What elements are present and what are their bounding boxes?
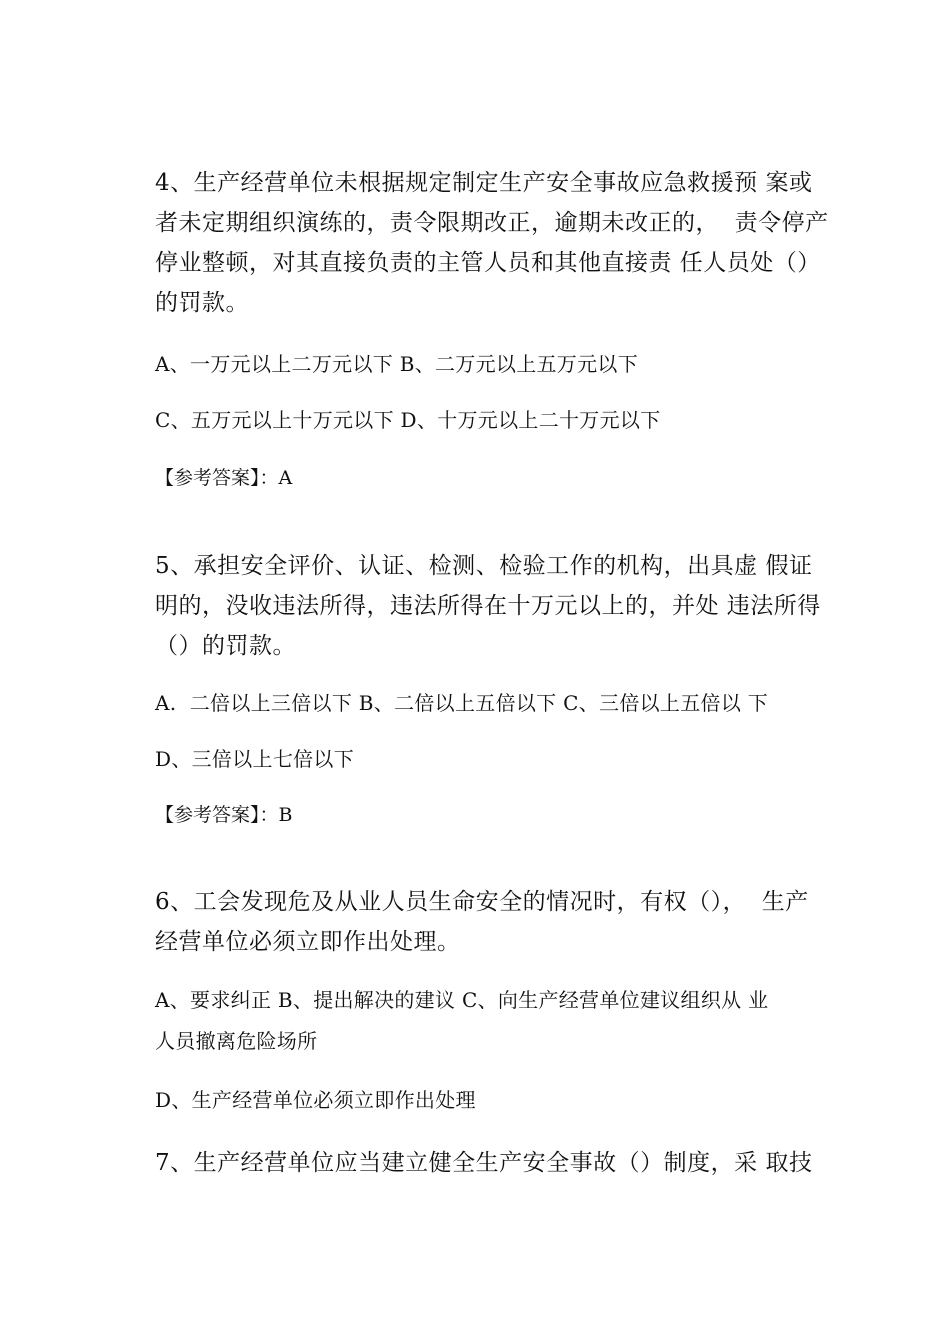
question-stem-line: 停业整顿，对其直接负责的主管人员和其他直接责 任人员处（） <box>155 250 821 276</box>
question-stem-line: 明的，没收违法所得，违法所得在十万元以上的，并处 违法所得 <box>155 593 821 619</box>
question-stem-line: 的罚款。 <box>155 290 249 316</box>
reference-answer: 【参考答案】：A <box>155 467 293 489</box>
question-stem-line: 者未定期组织演练的，责令限期改正，逾期未改正的， 责令停产 <box>155 210 829 236</box>
question-stem-line: （）的罚款。 <box>155 633 296 659</box>
option-line: A、要求纠正 B、提出解决的建议 C、向生产经营单位建议组织从 业 <box>155 988 769 1012</box>
option-line: A. 二倍以上三倍以下 B、二倍以上五倍以下 C、三倍以上五倍以 下 <box>155 691 769 715</box>
question-stem-line: 4、生产经营单位未根据规定制定生产安全事故应急救援预 案或 <box>155 170 813 196</box>
option-line: C、五万元以上十万元以下 D、十万元以上二十万元以下 <box>155 408 661 432</box>
question-stem-line: 7、生产经营单位应当建立健全生产安全事故（）制度，采 取技 <box>155 1150 813 1176</box>
option-line: A、一万元以上二万元以下 B、二万元以上五万元以下 <box>155 352 638 376</box>
question-stem-line: 6、工会发现危及从业人员生命安全的情况时，有权（）， 生产 <box>155 889 809 915</box>
option-line: D、生产经营单位必须立即作出处理 <box>155 1088 476 1112</box>
reference-answer: 【参考答案】：B <box>155 804 293 826</box>
option-line: D、三倍以上七倍以下 <box>155 747 355 771</box>
question-stem-line: 5、承担安全评价、认证、检测、检验工作的机构，出具虚 假证 <box>155 553 813 579</box>
question-stem-line: 经营单位必须立即作出处理。 <box>155 929 461 955</box>
option-line: 人员撤离危险场所 <box>155 1029 318 1053</box>
